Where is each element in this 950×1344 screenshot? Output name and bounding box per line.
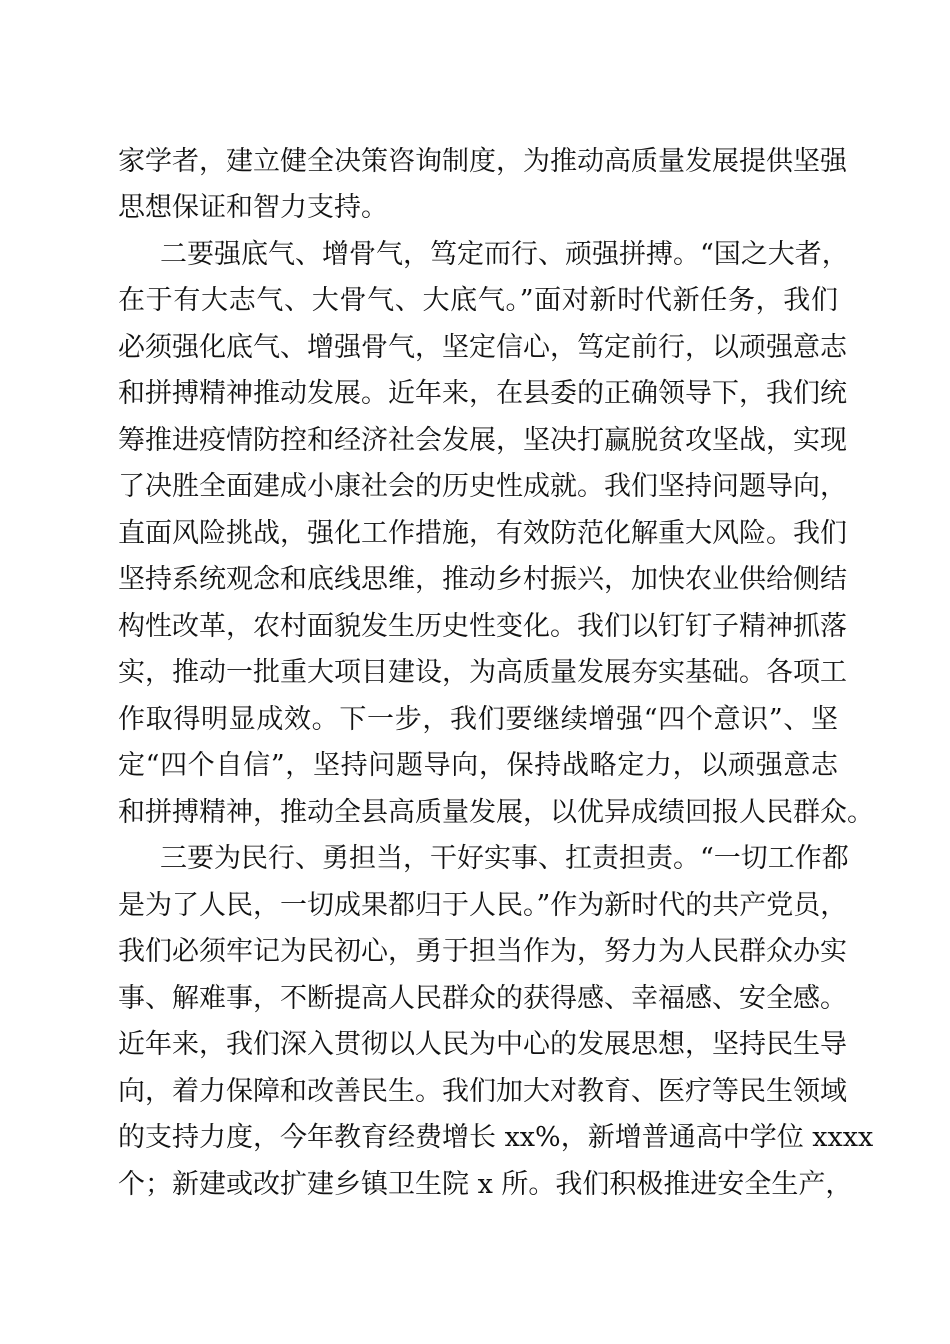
paragraph-start-line: 三要为民行、勇担当，干好实事、扛责担责。“一切工作都 [160,843,849,874]
text-line: 思想保证和智力支持。 [118,192,388,223]
text-line: 筹推进疫情防控和经济社会发展，坚决打赢脱贫攻坚战，实现 [118,425,847,456]
text-line: 我们必须牢记为民初心，勇于担当作为，努力为人民群众办实 [118,936,847,967]
text-line: 坚持系统观念和底线思维，推动乡村振兴，加快农业供给侧结 [118,564,847,595]
text-line: 事、解难事，不断提高人民群众的获得感、幸福感、安全感。 [118,983,847,1014]
text-line: 直面风险挑战，强化工作措施，有效防范化解重大风险。我们 [118,518,847,549]
text-line: 了决胜全面建成小康社会的历史性成就。我们坚持问题导向， [118,471,847,502]
paragraph-start-line: 二要强底气、增骨气，笃定而行、顽强拼搏。“国之大者， [160,239,849,270]
text-line: 向，着力保障和改善民生。我们加大对教育、医疗等民生领域 [118,1076,847,1107]
text-line: 近年来，我们深入贯彻以人民为中心的发展思想，坚持民生导 [118,1029,847,1060]
text-line: 个；新建或改扩建乡镇卫生院 x 所。我们积极推进安全生产， [118,1169,853,1200]
text-line: 在于有大志气、大骨气、大底气。”面对新时代新任务，我们 [118,285,838,316]
text-line: 家学者，建立健全决策咨询制度，为推动高质量发展提供坚强 [118,146,847,177]
text-line: 实，推动一批重大项目建设，为高质量发展夯实基础。各项工 [118,657,847,688]
text-line: 构性改革，农村面貌发生历史性变化。我们以钉钉子精神抓落 [118,611,847,642]
text-line: 作取得明显成效。下一步，我们要继续增强“四个意识”、坚 [118,704,838,735]
text-line: 是为了人民，一切成果都归于人民。”作为新时代的共产党员， [118,890,848,921]
text-line: 和拼搏精神推动发展。近年来，在县委的正确领导下，我们统 [118,378,847,409]
text-line: 和拼搏精神，推动全县高质量发展，以优异成绩回报人民群众。 [118,797,874,828]
text-line: 必须强化底气、增强骨气，坚定信心，笃定前行，以顽强意志 [118,332,847,363]
text-line: 定“四个自信”，坚持问题导向，保持战略定力，以顽强意志 [118,750,838,781]
text-line: 的支持力度，今年教育经费增长 xx%，新增普通高中学位 xxxx [118,1122,874,1153]
